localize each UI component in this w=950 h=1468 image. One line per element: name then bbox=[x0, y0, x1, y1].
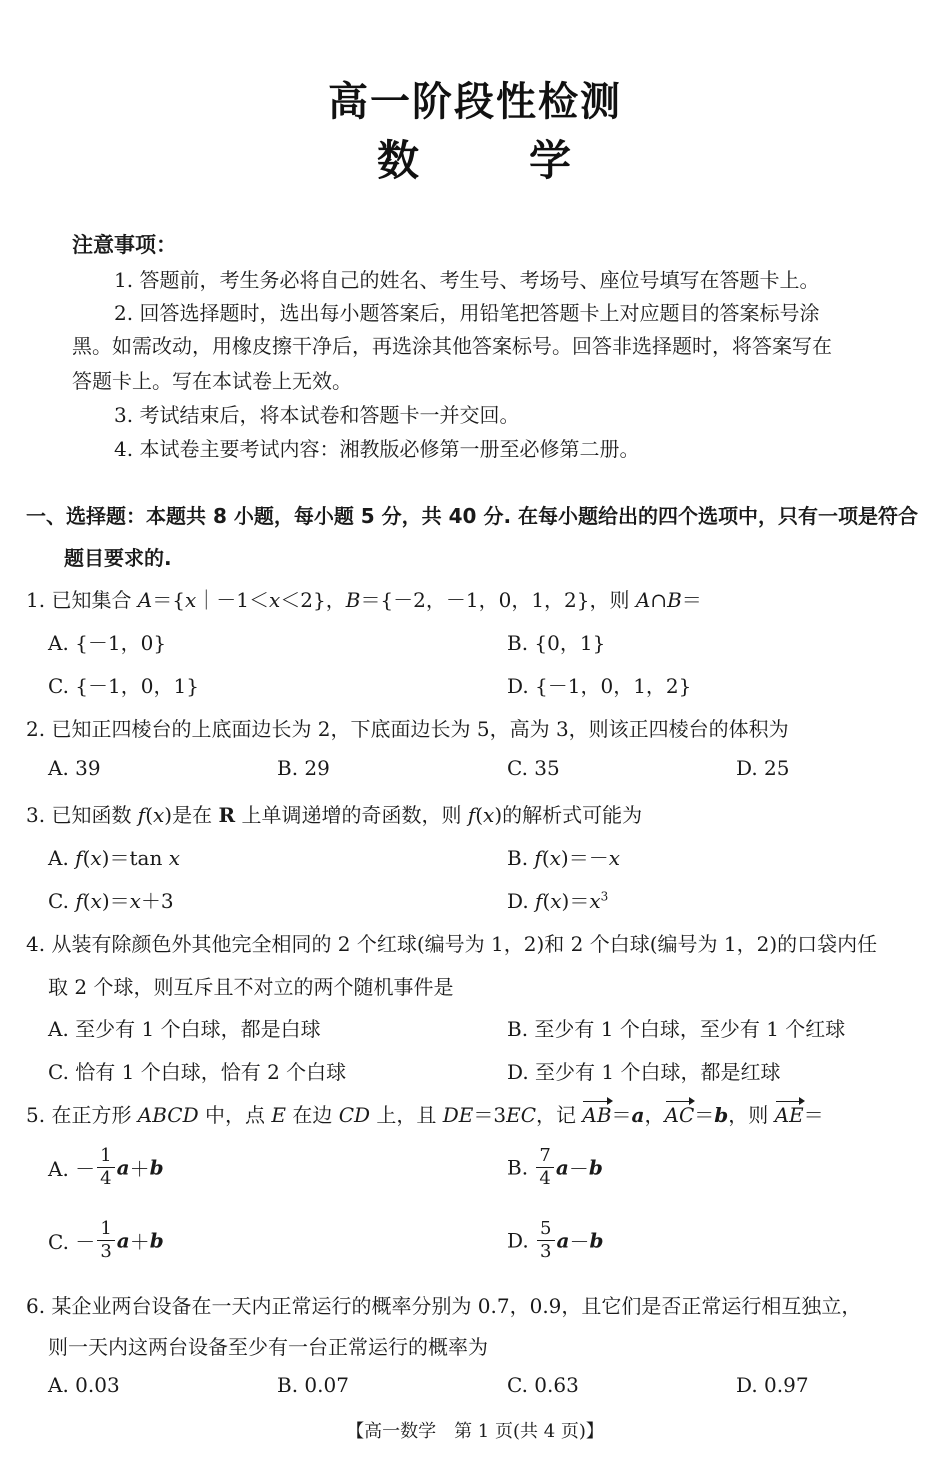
notice-item-4: 4. 本试卷主要考试内容：湘教版必修第一册至必修第二册。 bbox=[114, 437, 640, 461]
question-3-option-c: C. f(x)＝x＋3 bbox=[48, 889, 174, 913]
question-5-option-a: A. － $\frac{1}{4}$ a＋b bbox=[48, 1145, 164, 1189]
subject-title-char-1: 数 bbox=[376, 136, 421, 185]
question-2-option-d: D. 25 bbox=[736, 756, 790, 780]
question-1-option-b: B. {0，1} bbox=[507, 631, 606, 655]
question-6-stem-line-2: 则一天内这两台设备至少有一台正常运行的概率为 bbox=[48, 1335, 488, 1359]
question-4-option-d: D. 至少有 1 个白球，都是红球 bbox=[507, 1060, 781, 1084]
question-1-option-c: C. {－1，0，1} bbox=[48, 674, 199, 698]
question-2-option-c: C. 35 bbox=[507, 756, 560, 780]
notice-item-1: 1. 答题前，考生务必将自己的姓名、考生号、考场号、座位号填写在答题卡上。 bbox=[114, 268, 820, 292]
question-3-option-b: B. f(x)＝－x bbox=[507, 846, 621, 870]
question-6-option-d: D. 0.97 bbox=[736, 1373, 809, 1397]
notice-item-2a: 2. 回答选择题时，选出每小题答案后，用铅笔把答题卡上对应题目的答案标号涂 bbox=[114, 301, 820, 325]
question-3-stem: 3. 已知函数 f(x)是在 R 上单调递增的奇函数，则 f(x)的解析式可能为 bbox=[26, 803, 643, 827]
question-6-option-a: A. 0.03 bbox=[48, 1373, 120, 1397]
notice-item-2b: 黑。如需改动，用橡皮擦干净后，再选涂其他答案标号。回答非选择题时，将答案写在 bbox=[72, 334, 832, 358]
question-4-option-a: A. 至少有 1 个白球，都是白球 bbox=[48, 1017, 321, 1041]
question-6-option-b: B. 0.07 bbox=[277, 1373, 349, 1397]
section-heading-line-1: 一、选择题：本题共 8 小题，每小题 5 分，共 40 分. 在每小题给出的四个选项中，只有一项是符合 bbox=[26, 504, 919, 528]
question-4-stem-line-1: 4. 从装有除颜色外其他完全相同的 2 个红球(编号为 1，2)和 2 个白球(编号为 1，2)的口袋内任 bbox=[26, 932, 878, 956]
notice-item-3: 3. 考试结束后，将本试卷和答题卡一并交回。 bbox=[114, 403, 520, 427]
question-2-option-b: B. 29 bbox=[277, 756, 330, 780]
question-6-option-c: C. 0.63 bbox=[507, 1373, 579, 1397]
question-2-option-a: A. 39 bbox=[48, 756, 101, 780]
question-3-option-a: A. f(x)＝tan x bbox=[48, 846, 180, 870]
question-5-option-c: C. － $\frac{1}{3}$ a＋b bbox=[48, 1218, 164, 1262]
question-4-option-b: B. 至少有 1 个白球，至少有 1 个红球 bbox=[507, 1017, 846, 1041]
notice-item-2c: 答题卡上。写在本试卷上无效。 bbox=[72, 369, 352, 393]
question-5-option-b: B. $\frac{7}{4}$ a－b bbox=[507, 1145, 603, 1189]
question-4-stem-line-2: 取 2 个球，则互斥且不对立的两个随机事件是 bbox=[48, 975, 454, 999]
question-6-stem-line-1: 6. 某企业两台设备在一天内正常运行的概率分别为 0.7，0.9，且它们是否正常运行相互独立， bbox=[26, 1294, 862, 1318]
page-footer: 【高一数学 第 1 页(共 4 页)】 bbox=[346, 1421, 604, 1442]
subject-title bbox=[0, 128, 950, 188]
question-4-option-c: C. 恰有 1 个白球，恰有 2 个白球 bbox=[48, 1060, 347, 1084]
notice-heading: 注意事项： bbox=[72, 233, 177, 257]
question-1-stem: 1. 已知集合 A＝{x｜－1＜x＜2}，B＝{－2，－1，0，1，2}，则 A∩B＝ bbox=[26, 588, 702, 612]
question-1-option-a: A. {－1，0} bbox=[48, 631, 167, 655]
question-3-option-d: D. $f(x)=x^3$ bbox=[507, 889, 609, 913]
question-5-stem: 5. 在正方形 ABCD 中，点 E 在边 CD 上，且 DE＝3EC，记 AB＝a，AC＝b，则 AE＝ bbox=[26, 1103, 824, 1127]
question-2-stem: 2. 已知正四棱台的上底面边长为 2，下底面边长为 5，高为 3，则该正四棱台的体积为 bbox=[26, 717, 789, 741]
section-heading-line-2: 题目要求的. bbox=[64, 546, 172, 570]
question-1-option-d: D. {－1，0，1，2} bbox=[507, 674, 692, 698]
question-5-option-d: D. $\frac{5}{3}$ a－b bbox=[507, 1218, 604, 1262]
subject-title-char-2: 学 bbox=[529, 136, 574, 185]
exam-title: 高一阶段性检测 bbox=[328, 79, 622, 125]
